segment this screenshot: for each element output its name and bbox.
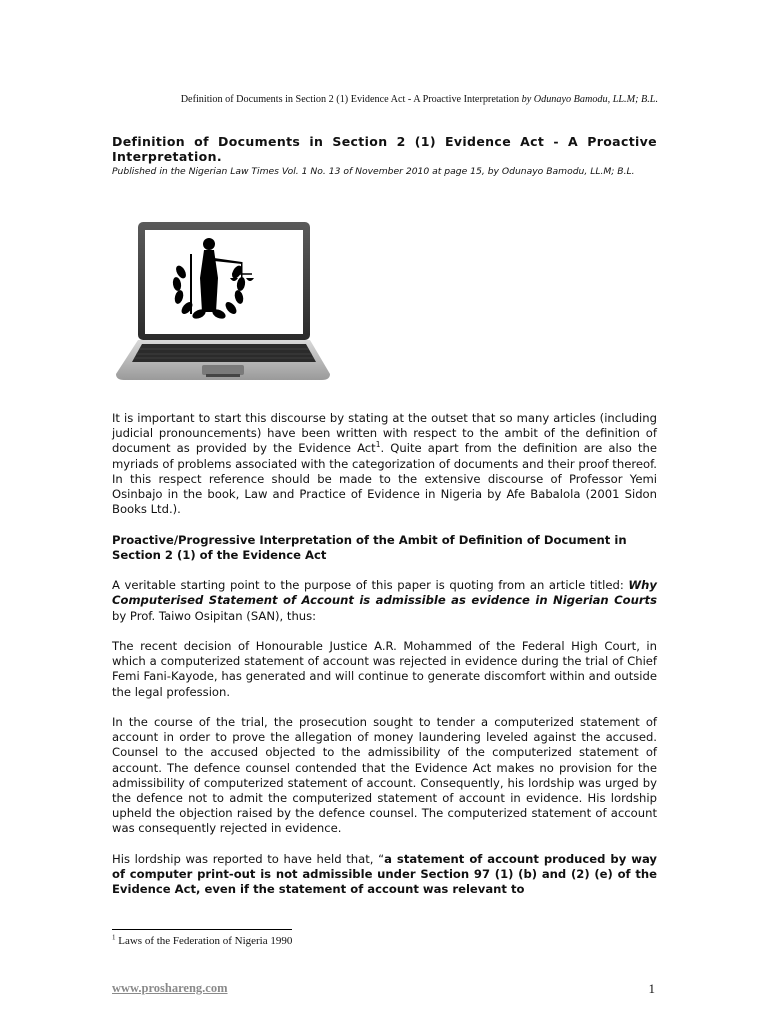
holding-paragraph xyxy=(112,852,657,898)
document-content xyxy=(112,134,657,897)
footnote-reference: 1 xyxy=(375,440,381,450)
article-title-citation: Why Computerised Statement of Account is admissible as evidence in Nigerian Courts xyxy=(112,578,657,608)
footnote-number: 1 xyxy=(112,933,116,942)
quote-intro-text-b: by Prof. Taiwo Osipitan (SAN), thus: xyxy=(112,608,317,623)
section-heading: Proactive/Progressive Interpretation of the Ambit of Definition of Document in Section 2 (1) of the Evidence Act xyxy=(112,532,627,562)
page-number: 1 xyxy=(648,981,655,996)
footnote xyxy=(112,935,292,947)
intro-text-b: . Quite apart from the definition are also the myriads of problems associated with the categorization of documents and their proof thereof. In this respect reference should be made to the extensive discourse of Professor Yemi Osinbajo in the book, Law and Practice of Evidence in Nigeria by Afe Babalola (2001 Sidon Books Ltd.). xyxy=(112,441,657,517)
holding-text-a: His lordship was reported to have held that, “ xyxy=(112,851,385,866)
footer-website-link[interactable]: www.proshareng.com xyxy=(112,981,228,995)
recent-decision-paragraph: The recent decision of Honourable Justice A.R. Mohammed of the Federal High Court, in which a computerized statement of account was rejected in evidence during the trial of Chief Femi Fani-Kayode, has generated and will continue to generate discomfort within and outside the legal profession. xyxy=(112,639,657,699)
document-body xyxy=(112,411,657,913)
footnote-divider xyxy=(112,929,292,930)
laptop-with-justice-logo-icon xyxy=(112,220,334,388)
document-title: Definition of Documents in Section 2 (1) Evidence Act - A Proactive Interpretation. xyxy=(112,134,657,164)
quote-intro-text-a: A veritable starting point to the purpose of this paper is quoting from an article titled: xyxy=(112,578,629,593)
intro-text-a: It is important to start this discourse by stating at the outset that so many articles (including judicial pronouncements) have been written with respect to the ambit of the definition of document as provided by the Evidence Act xyxy=(112,411,657,456)
trial-paragraph: In the course of the trial, the prosecution sought to tender a computerized statement of account in order to prove the allegation of money laundering leveled against the accused. Counsel to the accused objected to the admissibility of the computerized statement of account. The defence counsel contended that the Evidence Act makes no provision for the admissibility of computerized statement of account. Consequently, his lordship was urged by the defence not to admit the computerized statement of account in evidence. His lordship upheld the objection raised by the defence counsel. The computerized statement of account was consequently rejected in evidence. xyxy=(112,715,657,836)
running-header-title: Definition of Documents in Section 2 (1) Evidence Act - A Proactive Interpretation xyxy=(180,94,520,105)
quote-intro-paragraph xyxy=(112,578,657,624)
footnote-text: Laws of the Federation of Nigeria 1990 xyxy=(118,935,293,947)
holding-quote: a statement of account produced by way of computer print-out is not admissible under Section 97 (1) (b) and (2) (e) of the Evidence Act, even if the statement of account was relevant to xyxy=(112,851,657,897)
intro-paragraph xyxy=(112,411,657,517)
laptop-justice-image xyxy=(112,220,334,388)
running-header xyxy=(110,94,658,105)
publication-note: Published in the Nigerian Law Times Vol. 1 No. 13 of November 2010 at page 15, by Odunayo Bamodu, LL.M; B.L. xyxy=(112,166,635,177)
running-header-author: by Odunayo Bamodu, LL.M; B.L. xyxy=(521,94,658,105)
